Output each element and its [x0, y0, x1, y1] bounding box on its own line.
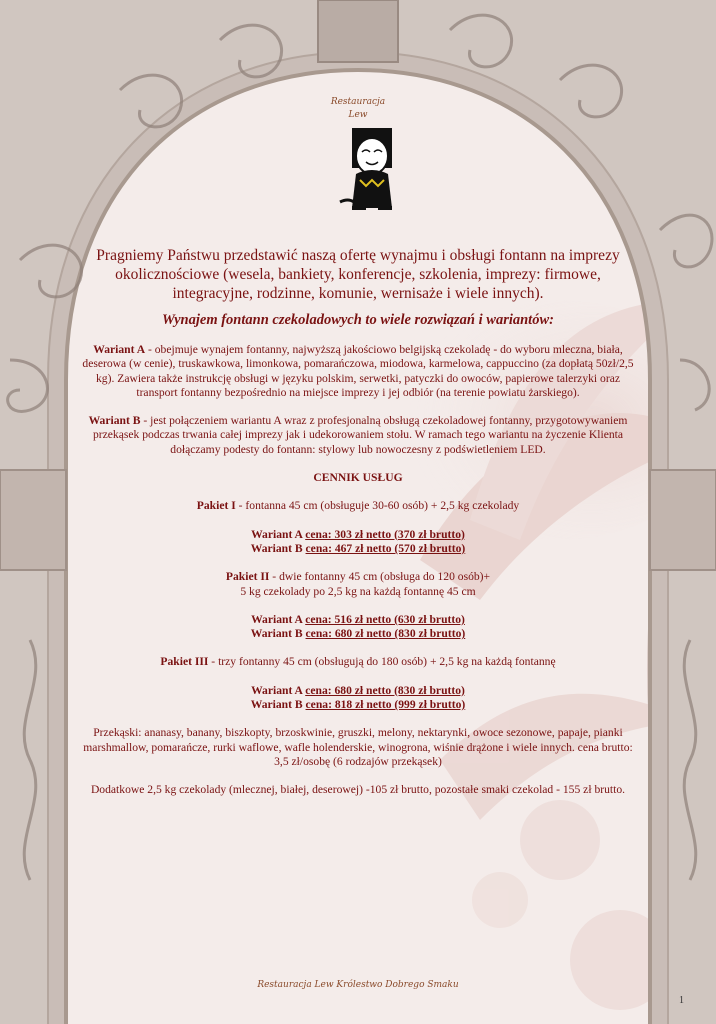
brand-header — [82, 96, 634, 122]
offer-subtitle: Wynajem fontann czekoladowych to wiele rozwiązań i wariantów: — [162, 312, 554, 328]
package-2-description: Pakiet II - dwie fontanny 45 cm (obsługa do 120 osób)+ — [225, 570, 491, 584]
intro-paragraph: Pragniemy Państwu przedstawić naszą ofertę wynajmu i obsługi fontann na imprezy okolicznościowe (wesela, bankiety, konferencje, szkolenia, imprezy: firmowe, integracyjne, rodzinne, komunie, wernisaże i wiele innych). — [96, 247, 620, 302]
package-1-variant-a-price: Wariant A cena: 303 zł netto (370 zł brutto) — [251, 527, 465, 541]
variant-b-description — [82, 414, 634, 457]
package-3-description: Pakiet III - trzy fontanny 45 cm (obsługują do 180 osób) + 2,5 kg na każdą fontannę — [160, 655, 556, 669]
package-2-variant-b-price: Wariant B cena: 680 zł netto (830 zł brutto) — [250, 627, 466, 641]
offer-body — [82, 343, 634, 798]
package-2-variant-a-price: Wariant A cena: 516 zł netto (630 zł brutto) — [251, 612, 465, 626]
variant-b-label: Wariant B — [88, 414, 141, 428]
lion-logo-icon — [336, 126, 408, 220]
pricing-title: CENNIK USŁUG — [313, 471, 403, 485]
extra-chocolate-paragraph: Dodatkowe 2,5 kg czekolady (mlecznej, białej, deserowej) -105 zł brutto, pozostałe smaki czekolad - 155 zł brutto. — [90, 783, 626, 797]
brand-name-line1: Restauracja — [330, 97, 386, 107]
variant-a-label: Wariant A — [93, 343, 146, 356]
variant-a-description — [82, 343, 634, 400]
package-1-description: Pakiet I - fontanna 45 cm (obsługuje 30-60 osób) + 2,5 kg czekolady — [196, 499, 520, 513]
package-1-variant-b-price: Wariant B cena: 467 zł netto (570 zł brutto) — [250, 541, 466, 555]
variant-b-text: - jest połączeniem wariantu A wraz z profesjonalną obsługą czekoladowej fontanny, przygotowywaniem przekąsek podczas trwania całej imprezy jak i udekorowaniem stołu. W ramach tego wariantu na życzenie Klienta dołączamy podesty do fontann: stylowy lub nowoczesny z podświetleniem LED. — [92, 414, 628, 456]
brand-name-line2: Lew — [348, 110, 368, 120]
package-2-description-line2: 5 kg czekolady po 2,5 kg na każdą fontannę 45 cm — [240, 584, 476, 598]
variant-a-text: - obejmuje wynajem fontanny, najwyższą jakościowo belgijską czekoladę - do wyboru mleczna, biała, deserowa (w cenie), truskawkowa, limonkowa, pomarańczowa, miodowa, karmelowa, cappuccino (za dopłatą 50zł/2,5 kg). Zawiera także instrukcję obsługi w języku polskim, serwetki, patyczki do owoców, papierowe talerzyki oraz transport fontanny bezpośrednio na miejsce imprezy i jej odbiór (na terenie powiatu żarskiego). — [82, 343, 634, 399]
page-number: 1 — [679, 995, 684, 1006]
footer-brand-line: Restauracja Lew Królestwo Dobrego Smaku — [257, 980, 459, 990]
package-3-variant-b-price: Wariant B cena: 818 zł netto (999 zł brutto) — [250, 698, 466, 712]
snacks-paragraph: Przekąski: ananasy, banany, biszkopty, brzoskwinie, gruszki, melony, nektarynki, owoce sezonowe, papaje, pianki marshmallow, pomarańcze, rurki waflowe, wafle holenderskie, winogrona, wiśnie drążone i wiele innych. cena brutto: 3,5 zł/osobę (6 rodzajów przekąsek) — [83, 726, 633, 768]
offer-document — [82, 0, 634, 1024]
package-3-variant-a-price: Wariant A cena: 680 zł netto (830 zł brutto) — [251, 683, 465, 697]
